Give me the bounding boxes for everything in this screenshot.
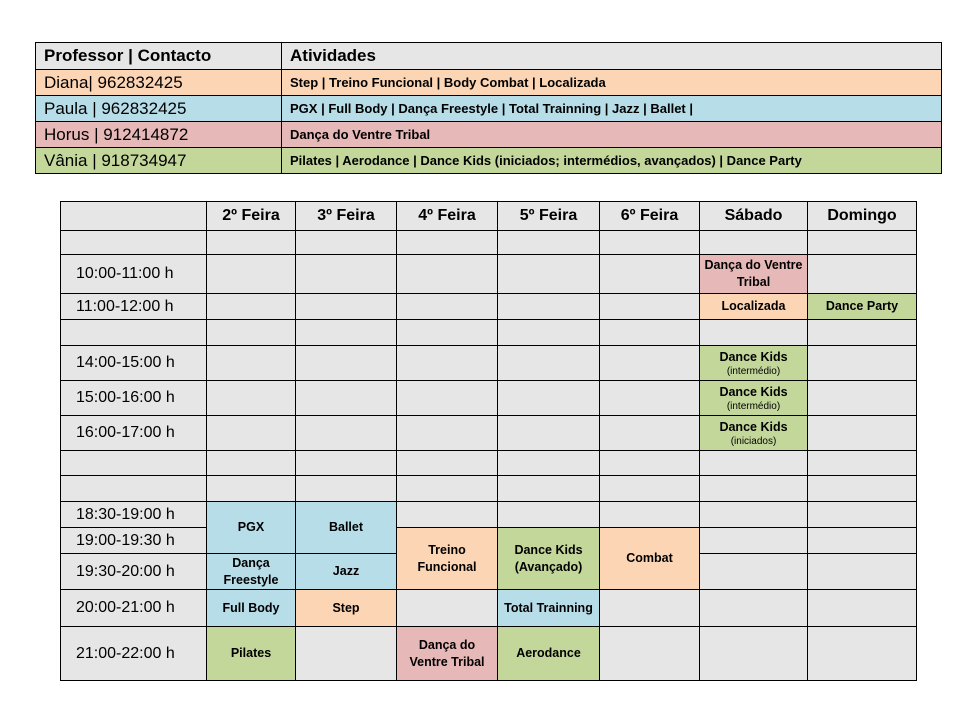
class-title: Dance Kids [719, 349, 788, 364]
empty-cell [808, 255, 917, 294]
empty-cell [397, 416, 498, 451]
header-activities: Atividades [282, 43, 942, 70]
time-label: 20:00-21:00 h [61, 590, 207, 627]
empty-cell [808, 416, 917, 451]
teacher-activities: Dança do Ventre Tribal [282, 122, 942, 148]
teacher-row-vania [36, 148, 942, 174]
empty-cell [808, 231, 917, 255]
empty-cell [808, 502, 917, 528]
empty-cell [600, 416, 700, 451]
day-header: 6º Feira [600, 202, 700, 231]
class-cell: Aerodance [498, 627, 600, 681]
empty-cell [296, 231, 397, 255]
empty-cell [498, 320, 600, 346]
empty-cell [700, 231, 808, 255]
empty-cell [600, 590, 700, 627]
empty-cell [808, 381, 917, 416]
spacer-row [61, 451, 917, 476]
class-cell: Dança Freestyle [207, 554, 296, 590]
empty-cell [600, 231, 700, 255]
teachers-header-row [36, 43, 942, 70]
day-header: 5º Feira [498, 202, 600, 231]
class-cell: Localizada [700, 294, 808, 320]
empty-cell [808, 451, 917, 476]
empty-cell [808, 590, 917, 627]
time-row [61, 346, 917, 381]
class-cell: Combat [600, 528, 700, 590]
empty-cell [397, 255, 498, 294]
empty-cell [207, 381, 296, 416]
class-cell: Jazz [296, 554, 397, 590]
class-cell: Dance Party [808, 294, 917, 320]
empty-cell [296, 381, 397, 416]
class-cell: Ballet [296, 502, 397, 554]
empty-cell [207, 255, 296, 294]
empty-cell [397, 346, 498, 381]
teacher-row-horus [36, 122, 942, 148]
empty-cell [498, 255, 600, 294]
time-label: 14:00-15:00 h [61, 346, 207, 381]
empty-cell [600, 255, 700, 294]
empty-cell [808, 554, 917, 590]
empty-cell [808, 627, 917, 681]
empty-cell [600, 294, 700, 320]
class-level: (intermédio) [726, 400, 781, 412]
class-cell: Dança do Ventre Tribal [397, 627, 498, 681]
time-row [61, 381, 917, 416]
teacher-row-paula [36, 96, 942, 122]
header-teacher: Professor | Contacto [36, 43, 282, 70]
empty-cell [397, 294, 498, 320]
time-label: 19:30-20:00 h [61, 554, 207, 590]
spacer-row [61, 231, 917, 255]
empty-cell [61, 451, 207, 476]
empty-cell [600, 502, 700, 528]
class-cell: PGX [207, 502, 296, 554]
empty-cell [498, 416, 600, 451]
class-cell [700, 381, 808, 416]
empty-cell [498, 231, 600, 255]
empty-cell [207, 294, 296, 320]
empty-cell [397, 590, 498, 627]
class-cell: Full Body [207, 590, 296, 627]
time-row [61, 255, 917, 294]
time-row [61, 416, 917, 451]
empty-cell [498, 381, 600, 416]
empty-cell [207, 231, 296, 255]
day-header: 3º Feira [296, 202, 397, 231]
teacher-name: Diana| 962832425 [36, 70, 282, 96]
time-row [61, 294, 917, 320]
empty-cell [207, 416, 296, 451]
corner-cell [61, 202, 207, 231]
time-row [61, 590, 917, 627]
class-title: Dance Kids [719, 384, 788, 399]
class-cell: Step [296, 590, 397, 627]
teachers-table [35, 42, 942, 174]
empty-cell [700, 502, 808, 528]
teacher-activities: PGX | Full Body | Dança Freestyle | Total Trainning | Jazz | Ballet | [282, 96, 942, 122]
time-label: 19:00-19:30 h [61, 528, 207, 554]
empty-cell [296, 476, 397, 502]
time-row [61, 627, 917, 681]
empty-cell [600, 451, 700, 476]
empty-cell [296, 294, 397, 320]
time-row [61, 502, 917, 528]
empty-cell [808, 476, 917, 502]
empty-cell [498, 476, 600, 502]
empty-cell [397, 320, 498, 346]
empty-cell [296, 416, 397, 451]
class-title: Dance Kids [719, 419, 788, 434]
empty-cell [700, 590, 808, 627]
time-label: 16:00-17:00 h [61, 416, 207, 451]
empty-cell [61, 320, 207, 346]
teacher-activities: Pilates | Aerodance | Dance Kids (iniciados; intermédios, avançados) | Dance Party [282, 148, 942, 174]
empty-cell [808, 346, 917, 381]
empty-cell [498, 502, 600, 528]
teacher-name: Vânia | 918734947 [36, 148, 282, 174]
empty-cell [207, 320, 296, 346]
day-header: Sábado [700, 202, 808, 231]
time-label: 15:00-16:00 h [61, 381, 207, 416]
empty-cell [397, 451, 498, 476]
teacher-name: Horus | 912414872 [36, 122, 282, 148]
class-cell: Treino Funcional [397, 528, 498, 590]
teacher-name: Paula | 962832425 [36, 96, 282, 122]
spacer-row [61, 320, 917, 346]
time-label: 21:00-22:00 h [61, 627, 207, 681]
day-header: 2º Feira [207, 202, 296, 231]
empty-cell [600, 627, 700, 681]
empty-cell [296, 627, 397, 681]
empty-cell [700, 627, 808, 681]
class-cell: Total Trainning [498, 590, 600, 627]
time-label: 11:00-12:00 h [61, 294, 207, 320]
empty-cell [207, 476, 296, 502]
spacer-row [61, 476, 917, 502]
class-cell [700, 416, 808, 451]
empty-cell [700, 476, 808, 502]
empty-cell [808, 320, 917, 346]
class-cell [700, 346, 808, 381]
class-level: (intermédio) [726, 365, 781, 377]
day-header: 4º Feira [397, 202, 498, 231]
time-row [61, 528, 917, 554]
empty-cell [397, 381, 498, 416]
time-label: 10:00-11:00 h [61, 255, 207, 294]
empty-cell [207, 451, 296, 476]
empty-cell [61, 231, 207, 255]
empty-cell [700, 528, 808, 554]
empty-cell [397, 231, 498, 255]
schedule-header-row [61, 202, 917, 231]
empty-cell [397, 502, 498, 528]
empty-cell [808, 528, 917, 554]
empty-cell [498, 294, 600, 320]
empty-cell [600, 381, 700, 416]
empty-cell [600, 320, 700, 346]
teacher-row-diana [36, 70, 942, 96]
empty-cell [207, 346, 296, 381]
teacher-activities: Step | Treino Funcional | Body Combat | Localizada [282, 70, 942, 96]
class-cell: Dança do Ventre Tribal [700, 255, 808, 294]
class-cell: Pilates [207, 627, 296, 681]
empty-cell [296, 451, 397, 476]
empty-cell [61, 476, 207, 502]
empty-cell [397, 476, 498, 502]
empty-cell [498, 346, 600, 381]
empty-cell [700, 320, 808, 346]
empty-cell [600, 346, 700, 381]
empty-cell [296, 255, 397, 294]
time-label: 18:30-19:00 h [61, 502, 207, 528]
class-level: (iniciados) [730, 435, 777, 447]
day-header: Domingo [808, 202, 917, 231]
schedule-table [60, 201, 917, 681]
empty-cell [296, 320, 397, 346]
empty-cell [700, 554, 808, 590]
empty-cell [296, 346, 397, 381]
class-cell: Dance Kids (Avançado) [498, 528, 600, 590]
empty-cell [700, 451, 808, 476]
empty-cell [498, 451, 600, 476]
empty-cell [600, 476, 700, 502]
